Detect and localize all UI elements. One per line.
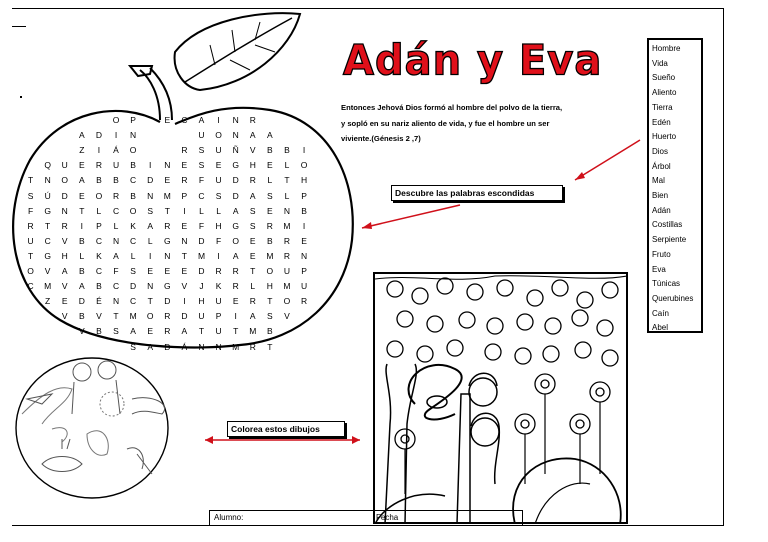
- word-search-letter: R: [283, 235, 291, 246]
- date-label: Fecha: [376, 513, 399, 522]
- word-search-letter: B: [284, 145, 290, 156]
- word-search-letter: L: [113, 220, 119, 231]
- word-search-row: [22, 170, 330, 185]
- word-search-letter: H: [198, 296, 205, 307]
- word-search-letter: B: [130, 160, 136, 171]
- word-search-letter: P: [301, 190, 307, 201]
- word-search-row: [22, 246, 330, 261]
- word-search-letter: M: [129, 311, 137, 322]
- word-search-letter: R: [232, 266, 239, 276]
- word-list-item: Querubines: [652, 293, 694, 303]
- word-search-letter: R: [164, 311, 171, 322]
- word-search-letter: B: [267, 326, 273, 337]
- word-search-letter: A: [78, 130, 85, 141]
- word-search-letter: E: [232, 296, 239, 307]
- word-search-letter: B: [78, 311, 85, 322]
- word-search-letter: T: [113, 311, 119, 322]
- word-search-letter: M: [197, 250, 206, 261]
- word-search-letter: H: [215, 220, 222, 231]
- word-search-letter: F: [215, 235, 222, 246]
- creation-globe-picture: [12, 354, 172, 504]
- word-search-letter: D: [130, 281, 137, 292]
- word-search-letter: N: [181, 235, 188, 246]
- word-list-item: Caín: [652, 308, 669, 318]
- word-search-letter: T: [147, 296, 153, 307]
- word-search-letter: E: [181, 266, 188, 276]
- word-search-letter: U: [283, 266, 291, 276]
- word-search-letter: L: [79, 250, 85, 261]
- word-search-letter: É: [96, 296, 102, 307]
- word-search-letter: U: [300, 281, 308, 292]
- word-search-letter: N: [232, 115, 239, 125]
- word-search-letter: O: [27, 266, 34, 276]
- word-search-row: [22, 216, 330, 231]
- word-search-letter: V: [44, 266, 51, 276]
- word-search-letter: R: [61, 220, 68, 231]
- word-list: [647, 38, 703, 333]
- word-search-letter: U: [198, 130, 205, 141]
- word-search-letter: L: [284, 190, 290, 201]
- word-search-letter: L: [216, 205, 221, 216]
- word-search-letter: T: [181, 250, 187, 261]
- word-search-letter: B: [78, 235, 85, 246]
- word-search-letter: E: [147, 266, 154, 276]
- word-search-letter: E: [147, 326, 154, 337]
- word-search-row: [22, 140, 330, 155]
- verse-text: [341, 100, 611, 147]
- verse-line: y sopló en su nariz aliento de vida, y fue el hombre un ser: [341, 118, 550, 128]
- word-search-letter: S: [249, 205, 256, 216]
- word-search-letter: A: [147, 341, 154, 352]
- word-search-letter: M: [249, 326, 257, 337]
- word-search-letter: V: [181, 281, 188, 292]
- word-search-letter: N: [147, 190, 154, 201]
- word-search-letter: N: [300, 250, 308, 261]
- word-search-letter: E: [78, 160, 85, 171]
- word-search-letter: N: [164, 250, 171, 261]
- word-search-letter: T: [250, 266, 256, 276]
- word-list-item: Dios: [652, 146, 669, 156]
- word-search-letter: D: [232, 175, 239, 186]
- word-search-letter: A: [198, 115, 205, 125]
- word-search-letter: R: [232, 281, 239, 292]
- word-search-letter: O: [283, 296, 291, 307]
- word-search-letter: K: [130, 220, 136, 231]
- word-search-letter: E: [181, 220, 188, 231]
- word-search-letter: U: [198, 311, 205, 322]
- word-search-letter: A: [61, 266, 68, 276]
- word-search-letter: R: [164, 326, 171, 337]
- word-search-letter: I: [302, 145, 306, 156]
- word-search-letter: N: [198, 341, 205, 352]
- word-search-letter: E: [181, 160, 188, 171]
- word-list-item: Tierra: [652, 102, 673, 112]
- word-search-letter: C: [44, 235, 51, 246]
- word-search-letter: I: [234, 311, 237, 322]
- word-search-letter: D: [61, 190, 68, 201]
- word-search-letter: R: [283, 250, 291, 261]
- word-search-letter: I: [149, 250, 152, 261]
- word-search-letter: S: [198, 160, 205, 171]
- student-footer: [209, 510, 523, 526]
- word-search-letter: H: [249, 160, 256, 171]
- word-search-letter: K: [215, 281, 222, 292]
- word-search-letter: N: [61, 205, 68, 216]
- word-search-letter: H: [300, 175, 308, 186]
- word-search-letter: I: [183, 296, 186, 307]
- word-search-letter: V: [284, 311, 290, 322]
- word-search-row: [22, 337, 330, 352]
- word-search-letter: U: [215, 296, 222, 307]
- word-search-letter: T: [284, 175, 290, 186]
- word-search-letter: R: [249, 115, 256, 125]
- word-search-letter: S: [130, 266, 136, 276]
- word-search-letter: O: [95, 190, 103, 201]
- word-search-letter: C: [181, 115, 188, 125]
- word-search-letter: C: [112, 205, 120, 216]
- word-search-letter: P: [96, 220, 102, 231]
- word-search-letter: O: [300, 160, 308, 171]
- word-search-letter: L: [130, 250, 136, 261]
- word-search-letter: R: [112, 190, 120, 201]
- word-search-letter: V: [96, 311, 102, 322]
- word-search-letter: F: [198, 175, 205, 186]
- word-search-letter: N: [215, 341, 222, 352]
- word-search-letter: Ñ: [232, 145, 239, 156]
- word-search-letter: N: [44, 175, 51, 186]
- student-name-label: Alumno:: [214, 513, 244, 522]
- word-search-letter: G: [163, 235, 171, 246]
- word-search-letter: S: [249, 220, 256, 231]
- word-search-letter: B: [96, 175, 102, 186]
- word-search-letter: C: [27, 281, 34, 292]
- word-search-row: [22, 201, 330, 216]
- word-search-letter: H: [266, 281, 273, 292]
- word-search-row: [22, 276, 330, 291]
- word-search-letter: R: [249, 341, 256, 352]
- word-list-item: Bien: [652, 191, 669, 201]
- word-search-letter: M: [44, 281, 52, 292]
- word-search-letter: O: [215, 130, 222, 141]
- adam-eve-garden-picture: [373, 272, 628, 524]
- word-search-letter: L: [267, 175, 273, 186]
- word-search-letter: E: [249, 250, 256, 261]
- word-search-letter: P: [181, 190, 188, 201]
- word-search-letter: R: [95, 160, 102, 171]
- word-search-letter: M: [283, 220, 291, 231]
- word-search-letter: P: [130, 115, 136, 125]
- word-list-item: Túnicas: [652, 279, 681, 289]
- word-search-letter: E: [249, 235, 256, 246]
- word-search-letter: N: [147, 281, 154, 292]
- word-search-letter: V: [61, 281, 68, 292]
- word-search-letter: Q: [44, 160, 51, 171]
- word-search-letter: B: [113, 175, 119, 186]
- word-list-item: Vida: [652, 58, 668, 68]
- word-search-letter: S: [147, 205, 154, 216]
- word-search-letter: C: [130, 296, 137, 307]
- word-list-item: Eva: [652, 264, 666, 274]
- word-search-letter: N: [112, 296, 120, 307]
- word-search-letter: F: [27, 205, 34, 216]
- word-search-letter: S: [113, 326, 119, 337]
- word-search-letter: O: [146, 311, 154, 322]
- word-search-letter: A: [249, 190, 256, 201]
- word-search-row: [22, 186, 330, 201]
- word-search-letter: K: [96, 250, 102, 261]
- word-list-item: Adán: [652, 205, 671, 215]
- word-search-letter: I: [97, 145, 101, 156]
- word-search-letter: O: [112, 115, 120, 125]
- word-search-letter: V: [78, 326, 85, 337]
- word-search-letter: E: [301, 235, 307, 246]
- word-list-item: Mal: [652, 176, 665, 186]
- word-search-letter: U: [215, 175, 222, 186]
- word-search-letter: I: [114, 130, 118, 141]
- verse-line: viviente.(Génesis 2 ,7): [341, 134, 421, 143]
- word-search-letter: A: [113, 250, 119, 261]
- word-list-item: Huerto: [652, 132, 677, 142]
- word-search-letter: E: [164, 175, 171, 186]
- word-search-letter: O: [129, 205, 137, 216]
- word-search-letter: M: [266, 250, 274, 261]
- word-search-letter: C: [130, 175, 137, 186]
- word-search-letter: U: [61, 160, 68, 171]
- word-search-letter: O: [232, 235, 239, 246]
- word-list-item: Serpiente: [652, 235, 687, 245]
- word-search-letter: C: [112, 281, 120, 292]
- word-search-letter: G: [163, 281, 171, 292]
- word-search-letter: J: [199, 281, 204, 292]
- word-search-letter: I: [80, 220, 84, 231]
- word-search-letter: T: [267, 296, 273, 307]
- word-search-letter: R: [27, 220, 34, 231]
- word-search-letter: L: [147, 235, 153, 246]
- word-search-letter: D: [181, 311, 188, 322]
- word-search-letter: Á: [181, 341, 188, 352]
- word-search-letter: D: [198, 235, 205, 246]
- word-search-letter: E: [267, 205, 273, 216]
- word-search-letter: N: [164, 160, 171, 171]
- word-search-letter: E: [267, 160, 273, 171]
- word-search-letter: C: [95, 235, 102, 246]
- word-search-letter: G: [232, 220, 239, 231]
- word-search-letter: N: [130, 130, 137, 141]
- word-search-letter: I: [183, 205, 186, 216]
- word-search-letter: D: [164, 296, 171, 307]
- word-search-letter: B: [301, 205, 307, 216]
- word-search-letter: E: [61, 296, 68, 307]
- word-search-letter: B: [267, 145, 273, 156]
- word-search-letter: T: [233, 326, 239, 337]
- word-list-item: Árbol: [652, 161, 671, 171]
- word-search-letter: L: [199, 205, 204, 216]
- word-search-letter: O: [266, 266, 274, 276]
- word-search-row: [22, 155, 330, 170]
- word-search-letter: I: [217, 115, 220, 125]
- word-search-letter: E: [78, 190, 85, 201]
- word-search-letter: T: [27, 175, 34, 186]
- word-search-letter: I: [149, 160, 152, 171]
- word-search-letter: C: [198, 190, 205, 201]
- word-search-letter: R: [181, 145, 188, 156]
- word-search-letter: D: [198, 266, 205, 276]
- verse-line: Entonces Jehová Dios formó al hombre del polvo de la tierra,: [341, 103, 563, 112]
- word-search-letter: T: [164, 205, 170, 216]
- word-search-letter: S: [27, 190, 34, 201]
- word-search-letter: T: [198, 326, 205, 337]
- word-search-letter: D: [95, 130, 102, 141]
- word-search-letter: V: [61, 235, 68, 246]
- word-search-letter: D: [164, 341, 171, 352]
- word-search-letter: E: [164, 115, 171, 125]
- word-search-letter: P: [301, 266, 307, 276]
- word-search-row: [22, 306, 330, 321]
- word-list-item: Fruto: [652, 249, 671, 259]
- word-search-letter: N: [283, 205, 291, 216]
- word-search-letter: C: [95, 266, 102, 276]
- word-search-letter: A: [232, 205, 239, 216]
- word-search-letter: D: [147, 175, 154, 186]
- discover-words-label: Descubre las palabras escondidas: [391, 185, 563, 201]
- word-search-letter: A: [267, 130, 273, 141]
- word-search-letter: E: [215, 160, 222, 171]
- word-search-letter: F: [113, 266, 119, 276]
- word-search-letter: N: [232, 130, 239, 141]
- word-search-letter: C: [130, 235, 137, 246]
- word-search-letter: M: [232, 341, 240, 352]
- word-search-letter: U: [112, 160, 120, 171]
- word-search-letter: I: [217, 250, 220, 261]
- word-list-item: Abel: [652, 323, 669, 333]
- word-search-letter: A: [130, 326, 136, 337]
- word-search-letter: Á: [113, 145, 119, 156]
- word-search-letter: E: [164, 266, 171, 276]
- word-list-item: Sueño: [652, 73, 676, 83]
- word-list-item: Hombre: [652, 44, 681, 53]
- word-search-row: [22, 110, 330, 125]
- word-search-letter: D: [78, 296, 85, 307]
- word-search-row: [22, 125, 330, 140]
- word-search-letter: R: [249, 296, 256, 307]
- word-search-letter: R: [181, 175, 188, 186]
- word-search-row: [22, 231, 330, 246]
- word-search-letter: U: [215, 326, 222, 337]
- word-search-letter: P: [215, 311, 222, 322]
- word-search-letter: A: [147, 220, 154, 231]
- word-search-letter: G: [232, 160, 239, 171]
- word-search-letter: B: [267, 235, 273, 246]
- word-search-letter: A: [249, 130, 256, 141]
- word-search-letter: A: [232, 250, 239, 261]
- color-drawings-label: Colorea estos dibujos: [227, 421, 345, 437]
- word-search-letter: S: [267, 190, 273, 201]
- word-search-letter: M: [283, 281, 291, 292]
- word-search-letter: F: [198, 220, 205, 231]
- word-search-letter: R: [266, 220, 273, 231]
- word-search-letter: G: [44, 250, 51, 261]
- word-search-letter: R: [249, 175, 256, 186]
- word-search-letter: S: [215, 190, 222, 201]
- word-search-row: [22, 321, 330, 336]
- word-list-item: Edén: [652, 117, 671, 127]
- word-search-letter: G: [44, 205, 51, 216]
- word-search-letter: H: [61, 250, 68, 261]
- word-search-letter: R: [300, 296, 308, 307]
- word-search-letter: R: [164, 220, 171, 231]
- word-search-letter: Z: [79, 145, 85, 156]
- word-search-letter: T: [45, 220, 51, 231]
- word-search-letter: B: [130, 190, 136, 201]
- word-search-letter: O: [61, 175, 69, 186]
- word-search-letter: T: [267, 341, 273, 352]
- word-search-letter: S: [267, 311, 273, 322]
- word-search-letter: D: [232, 190, 239, 201]
- word-search-letter: A: [249, 311, 256, 322]
- word-search-letter: A: [78, 175, 85, 186]
- word-search-letter: B: [78, 266, 85, 276]
- word-list-item: Aliento: [652, 88, 677, 98]
- word-search-letter: L: [250, 281, 256, 292]
- page-title: Adán y Eva: [343, 36, 603, 86]
- word-search-letter: V: [61, 311, 68, 322]
- word-search-letter: B: [96, 281, 102, 292]
- word-search-letter: M: [163, 190, 171, 201]
- word-search-letter: T: [79, 205, 85, 216]
- word-search-letter: S: [130, 341, 136, 352]
- word-list-item: Costillas: [652, 220, 683, 230]
- word-search-letter: O: [129, 145, 137, 156]
- word-search-letter: B: [96, 326, 102, 337]
- word-search-letter: U: [27, 235, 34, 246]
- word-search-letter: V: [249, 145, 256, 156]
- word-search-letter: L: [96, 205, 102, 216]
- word-search-letter: T: [27, 250, 34, 261]
- word-search-letter: L: [284, 160, 290, 171]
- word-search-letter: Ú: [44, 190, 51, 201]
- word-search-letter: A: [78, 281, 85, 292]
- word-search-letter: Z: [45, 296, 51, 307]
- word-search-letter: N: [112, 235, 120, 246]
- word-search-letter: A: [181, 326, 188, 337]
- word-search-letter: U: [215, 145, 222, 156]
- word-search-row: [22, 291, 330, 306]
- word-search-letter: S: [198, 145, 205, 156]
- word-search-row: [22, 261, 330, 276]
- word-search-letter: R: [215, 266, 222, 276]
- word-search-letter: I: [302, 220, 306, 231]
